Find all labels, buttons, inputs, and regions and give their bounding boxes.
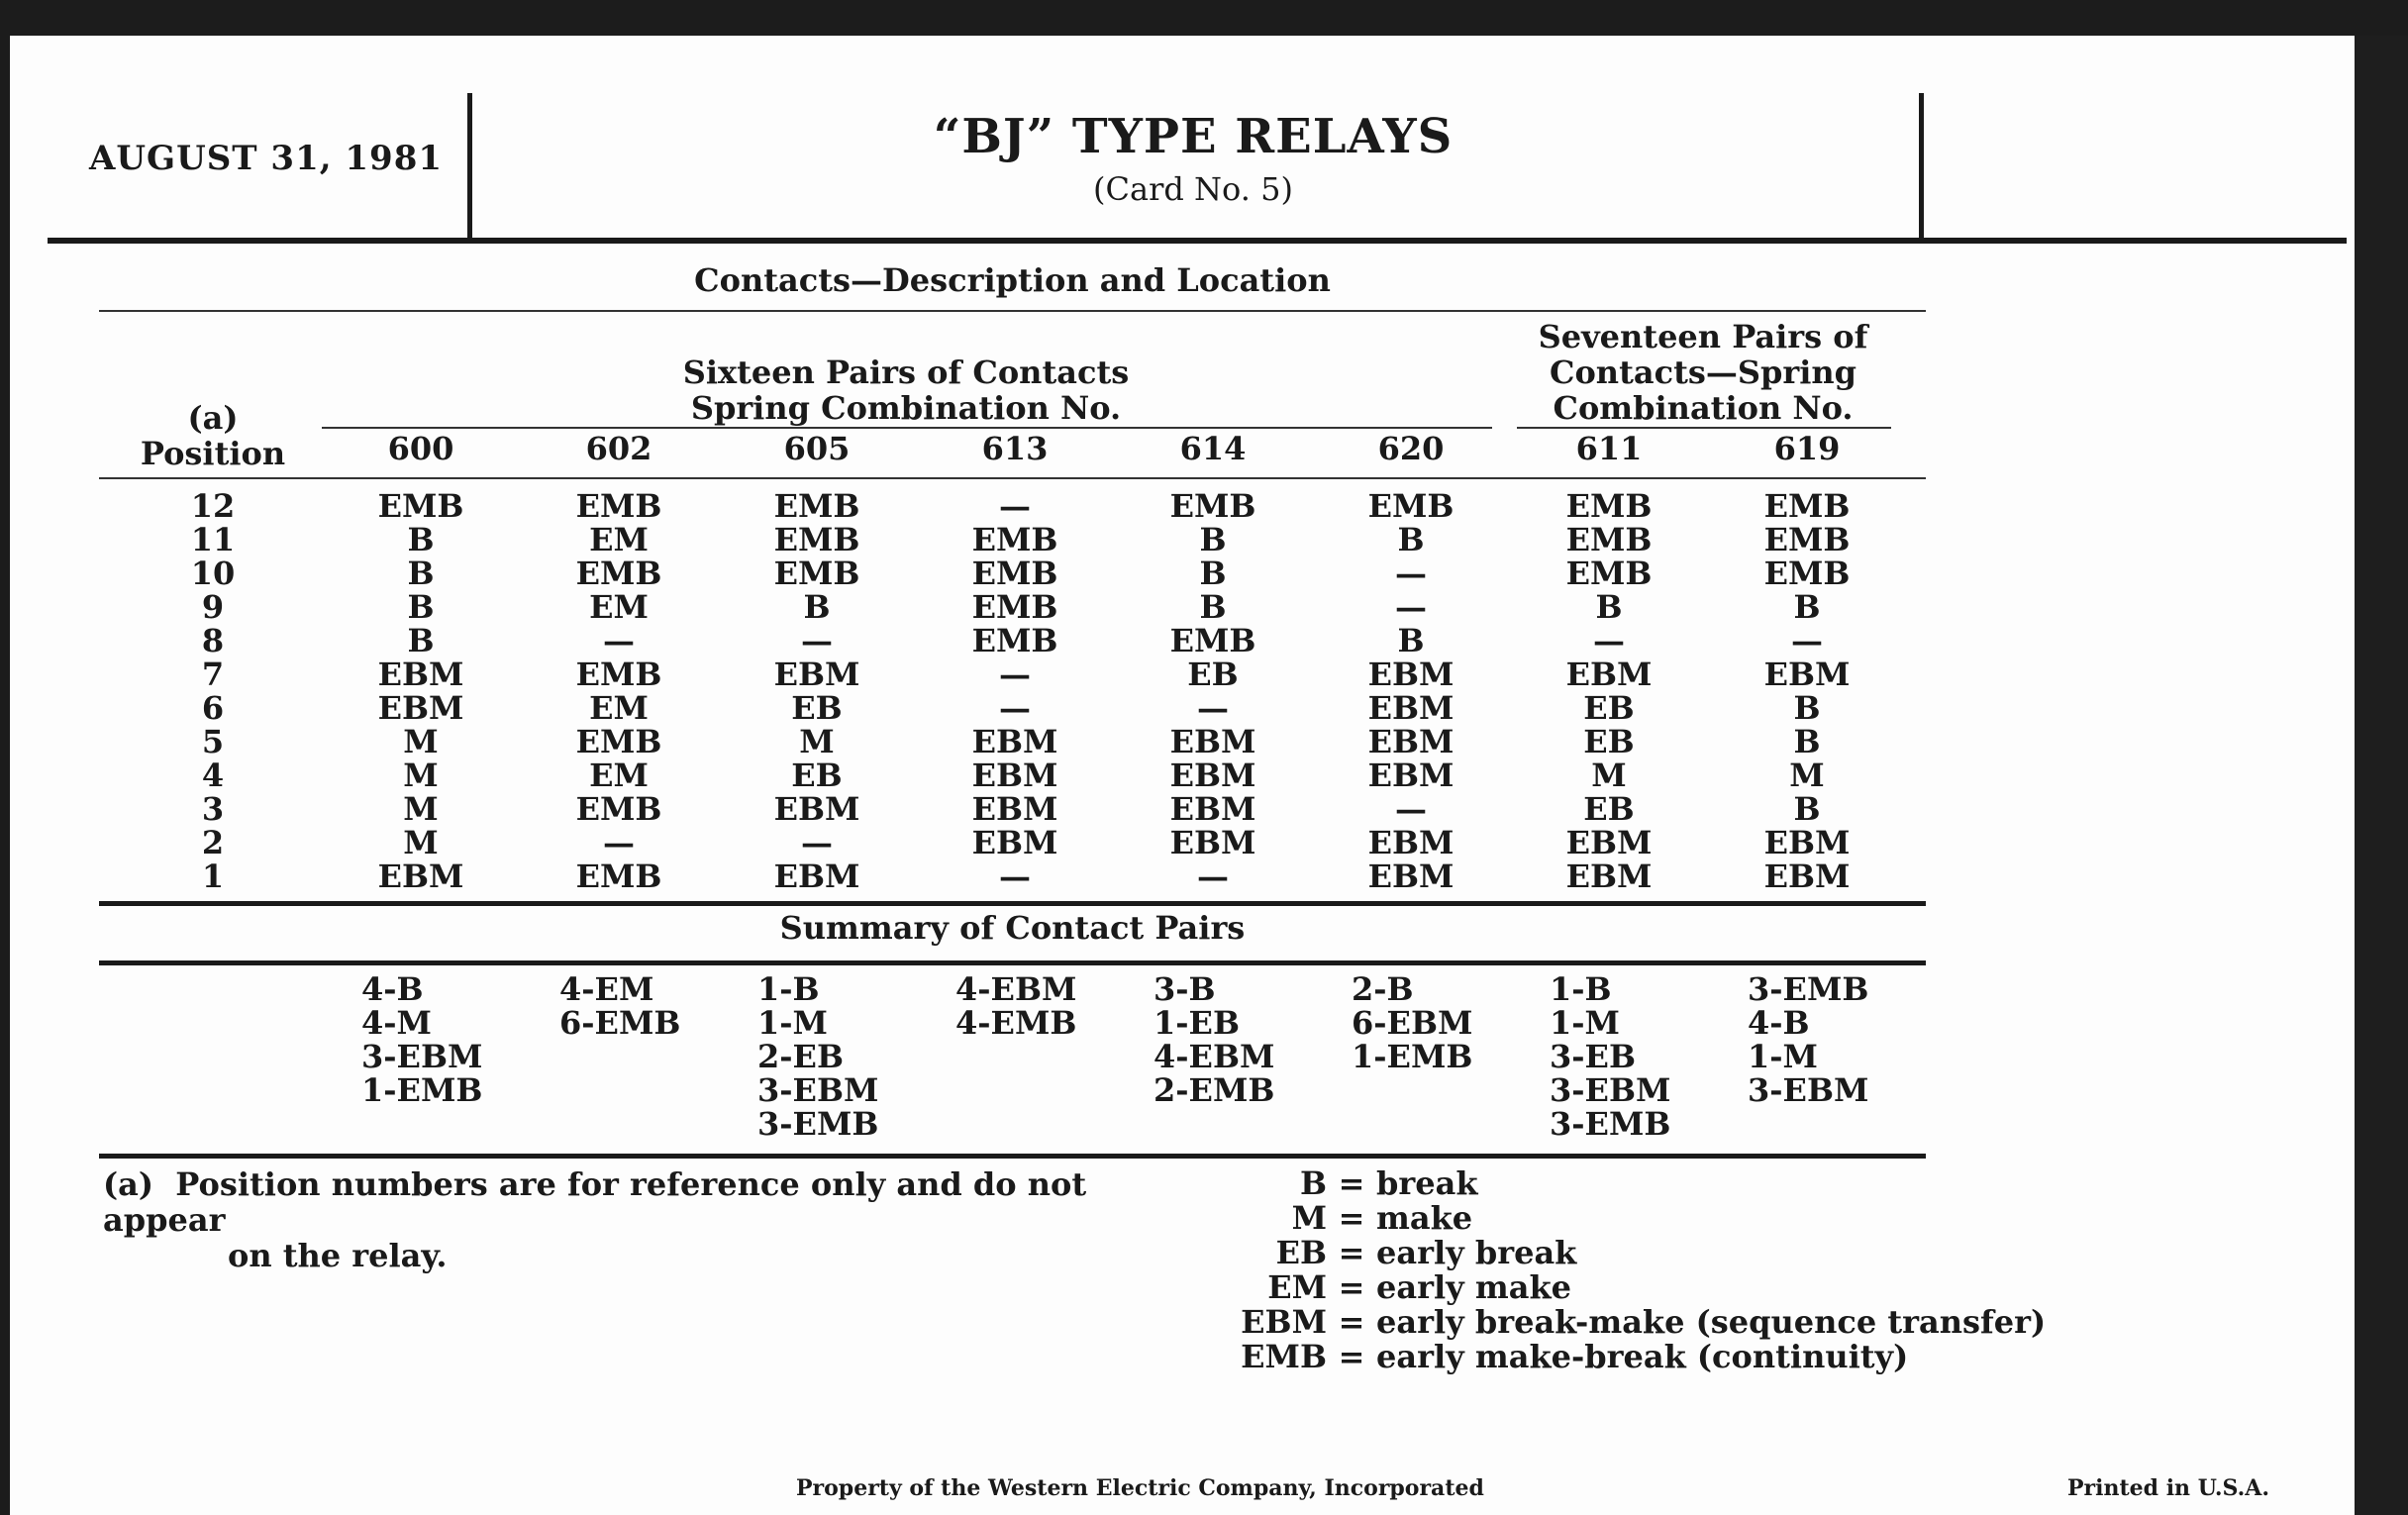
summary-column-605: [757, 972, 878, 1141]
card-number: (Card No. 5): [1093, 170, 1293, 208]
header-rule: [48, 238, 2347, 244]
summary-item: 1-B: [757, 970, 820, 1008]
legend-abbr: EM: [1267, 1268, 1327, 1306]
table-cell: EMB: [377, 487, 464, 525]
table-column-614: [1114, 489, 1312, 893]
table-cell: EBM: [773, 790, 860, 828]
table-cell: EMB: [773, 555, 860, 592]
position-cell: 8: [201, 622, 225, 659]
table-column-602: [520, 489, 718, 893]
legend-meaning: early make-break (continuity): [1376, 1338, 1909, 1375]
table-column-605: [718, 489, 916, 893]
summary-item: 1-M: [1748, 1038, 1818, 1075]
table-cell: EBM: [377, 858, 464, 895]
position-cell: 1: [201, 858, 225, 895]
table-cell: B: [1397, 521, 1425, 558]
table-cell: B: [803, 588, 831, 626]
table-cell: EMB: [1763, 487, 1851, 525]
table-cell: B: [407, 555, 435, 592]
table-cell: —: [999, 689, 1031, 727]
summary-item: 4-EBM: [1154, 1038, 1275, 1075]
legend-row: [1030, 1270, 2046, 1305]
position-cell: 5: [201, 723, 225, 760]
summary-item: 1-EB: [1154, 1004, 1240, 1042]
table-cell: B: [407, 521, 435, 558]
summary-item: 6-EMB: [559, 1004, 681, 1042]
table-cell: EBM: [1367, 757, 1455, 794]
legend-abbr: EMB: [1241, 1338, 1327, 1375]
table-cell: EBM: [1763, 824, 1851, 861]
footnote-line1: Position numbers are for reference only and do not appear: [103, 1165, 1087, 1239]
summary-item: 4-EM: [559, 970, 654, 1008]
legend-row: [1030, 1201, 2046, 1236]
table-cell: B: [1397, 622, 1425, 659]
position-cell: 12: [190, 487, 236, 525]
position-header: [99, 400, 327, 471]
table-cell: EBM: [1169, 723, 1256, 760]
position-cell: 2: [201, 824, 225, 861]
summary-item: 1-EMB: [1352, 1038, 1473, 1075]
table-cell: M: [1591, 757, 1627, 794]
group-header-seventeen: [1515, 319, 1891, 426]
table-cell: EM: [589, 521, 649, 558]
table-cell: B: [407, 588, 435, 626]
table-cell: EB: [791, 757, 843, 794]
table-cell: B: [1793, 790, 1821, 828]
table-cell: EMB: [773, 487, 860, 525]
table-cell: EB: [791, 689, 843, 727]
group-seventeen-rule: [1517, 427, 1891, 429]
legend-row: [1030, 1305, 2046, 1340]
table-cell: —: [603, 622, 635, 659]
position-header-marker: (a): [187, 399, 239, 437]
summary-column-619: [1748, 972, 1868, 1107]
summary-top-rule: [99, 960, 1926, 965]
table-cell: EBM: [1367, 656, 1455, 693]
table-cell: —: [801, 622, 833, 659]
group-seventeen-line3: Combination No.: [1553, 389, 1854, 427]
legend-abbr: B: [1299, 1164, 1327, 1202]
table-cell: M: [403, 790, 439, 828]
summary-column-613: [955, 972, 1076, 1040]
table-cell: M: [1789, 757, 1825, 794]
summary-item: 4-B: [361, 970, 424, 1008]
legend-meaning: make: [1376, 1199, 1473, 1237]
table-cell: EBM: [1565, 824, 1653, 861]
position-cell: 7: [201, 656, 225, 693]
table-cell: EMB: [575, 656, 662, 693]
table-cell: EBM: [773, 656, 860, 693]
table-cell: EBM: [377, 689, 464, 727]
table-cell: EBM: [1367, 858, 1455, 895]
column-header-613: 613: [981, 430, 1049, 467]
footer-printed: Printed in U.S.A.: [2067, 1475, 2270, 1501]
summary-bottom-rule: [99, 1154, 1926, 1159]
table-cell: EBM: [1367, 824, 1455, 861]
legend-meaning: early make: [1376, 1268, 1571, 1306]
table-cell: EM: [589, 689, 649, 727]
table-cell: —: [1791, 622, 1823, 659]
summary-item: 4-B: [1748, 1004, 1810, 1042]
table-cell: B: [407, 622, 435, 659]
table-cell: EMB: [971, 521, 1058, 558]
table-cell: EMB: [773, 521, 860, 558]
legend-row: [1030, 1236, 2046, 1270]
summary-item: 3-EMB: [1550, 1105, 1671, 1143]
position-cell: 4: [201, 757, 225, 794]
section-title: Contacts—Description and Location: [694, 261, 1331, 299]
table-cell: B: [1595, 588, 1623, 626]
table-column-613: [916, 489, 1114, 893]
table-cell: EMB: [575, 723, 662, 760]
group-sixteen-rule: [322, 427, 1492, 429]
table-cell: M: [403, 757, 439, 794]
summary-item: 2-EMB: [1154, 1071, 1275, 1109]
legend-eq: =: [1338, 1268, 1365, 1306]
table-cell: —: [1197, 858, 1229, 895]
summary-item: 1-M: [757, 1004, 828, 1042]
table-cell: —: [999, 858, 1031, 895]
summary-item: 3-EB: [1550, 1038, 1636, 1075]
group-seventeen-line1: Seventeen Pairs of: [1538, 318, 1868, 355]
footnote-line2: on the relay.: [228, 1237, 448, 1274]
column-header-614: 614: [1179, 430, 1247, 467]
summary-title: Summary of Contact Pairs: [779, 909, 1246, 947]
summary-column-614: [1154, 972, 1274, 1107]
body-bottom-rule: [99, 901, 1926, 906]
position-cell: 9: [201, 588, 225, 626]
table-cell: M: [403, 723, 439, 760]
table-cell: —: [999, 487, 1031, 525]
summary-item: 4-M: [361, 1004, 432, 1042]
table-cell: EMB: [971, 555, 1058, 592]
legend-row: [1030, 1340, 2046, 1374]
table-cell: —: [999, 656, 1031, 693]
group-seventeen-line2: Contacts—Spring: [1549, 354, 1856, 391]
summary-item: 3-EBM: [361, 1038, 483, 1075]
table-cell: —: [1395, 555, 1427, 592]
table-cell: EBM: [971, 757, 1058, 794]
table-cell: EMB: [1763, 555, 1851, 592]
table-cell: EBM: [1565, 656, 1653, 693]
card-date: AUGUST 31, 1981: [89, 139, 444, 178]
page-title: “BJ” TYPE RELAYS: [933, 109, 1454, 164]
summary-item: 1-M: [1550, 1004, 1620, 1042]
position-cell: 11: [190, 521, 236, 558]
column-header-611: 611: [1575, 430, 1643, 467]
legend-eq: =: [1338, 1199, 1365, 1237]
column-header-620: 620: [1377, 430, 1445, 467]
legend-abbr: M: [1291, 1199, 1327, 1237]
summary-item: 3-EBM: [757, 1071, 879, 1109]
legend-meaning: break: [1376, 1164, 1478, 1202]
position-cell: 6: [201, 689, 225, 727]
legend-meaning: early break-make (sequence transfer): [1376, 1303, 2047, 1341]
summary-item: 3-EMB: [1748, 970, 1869, 1008]
summary-item: 3-EMB: [757, 1105, 879, 1143]
footnote: [103, 1166, 1192, 1273]
table-cell: EB: [1583, 790, 1635, 828]
position-column: [99, 489, 327, 893]
table-cell: EMB: [1763, 521, 1851, 558]
table-top-rule: [99, 310, 1926, 312]
position-cell: 3: [201, 790, 225, 828]
table-cell: EBM: [971, 824, 1058, 861]
table-cell: EB: [1583, 689, 1635, 727]
table-cell: EMB: [575, 858, 662, 895]
table-cell: EBM: [773, 858, 860, 895]
summary-column-600: [361, 972, 482, 1107]
table-cell: EMB: [1367, 487, 1455, 525]
position-header-label: Position: [140, 435, 286, 472]
table-cell: —: [1197, 689, 1229, 727]
table-cell: EBM: [1169, 790, 1256, 828]
footnote-marker: (a): [103, 1165, 154, 1203]
position-cell: 10: [190, 555, 236, 592]
summary-item: 1-EMB: [361, 1071, 483, 1109]
table-cell: B: [1199, 521, 1227, 558]
table-cell: EMB: [1565, 555, 1653, 592]
summary-item: 3-EBM: [1550, 1071, 1671, 1109]
summary-item: 6-EBM: [1352, 1004, 1473, 1042]
table-cell: EBM: [1763, 656, 1851, 693]
header-bottom-rule: [99, 477, 1926, 479]
summary-item: 3-B: [1154, 970, 1216, 1008]
table-cell: —: [1593, 622, 1625, 659]
summary-item: 1-B: [1550, 970, 1612, 1008]
table-cell: EM: [589, 757, 649, 794]
column-header-602: 602: [585, 430, 652, 467]
table-cell: EBM: [971, 723, 1058, 760]
summary-item: 3-EBM: [1748, 1071, 1869, 1109]
summary-column-611: [1550, 972, 1670, 1141]
group-sixteen-line1: Sixteen Pairs of Contacts: [682, 354, 1130, 391]
table-cell: EMB: [575, 555, 662, 592]
summary-column-620: [1352, 972, 1472, 1073]
legend-meaning: early break: [1376, 1234, 1577, 1271]
table-cell: EBM: [377, 656, 464, 693]
table-cell: B: [1793, 689, 1821, 727]
table-cell: M: [799, 723, 835, 760]
table-cell: EBM: [971, 790, 1058, 828]
table-column-611: [1510, 489, 1708, 893]
table-cell: B: [1199, 555, 1227, 592]
table-cell: M: [403, 824, 439, 861]
table-cell: EBM: [1763, 858, 1851, 895]
table-cell: EB: [1187, 656, 1239, 693]
legend-eq: =: [1338, 1338, 1365, 1375]
column-header-619: 619: [1773, 430, 1841, 467]
column-header-605: 605: [783, 430, 851, 467]
group-sixteen-line2: Spring Combination No.: [690, 389, 1122, 427]
table-cell: EB: [1583, 723, 1635, 760]
table-cell: EBM: [1565, 858, 1653, 895]
summary-item: 4-EMB: [955, 1004, 1077, 1042]
summary-item: 2-EB: [757, 1038, 844, 1075]
table-cell: B: [1199, 588, 1227, 626]
table-cell: EM: [589, 588, 649, 626]
summary-column-602: [559, 972, 680, 1040]
table-cell: EBM: [1367, 723, 1455, 760]
legend-row: [1030, 1166, 2046, 1201]
table-cell: EMB: [1565, 487, 1653, 525]
table-cell: B: [1793, 723, 1821, 760]
table-cell: EBM: [1169, 757, 1256, 794]
legend-abbr: EBM: [1241, 1303, 1327, 1341]
summary-item: 2-B: [1352, 970, 1414, 1008]
table-cell: B: [1793, 588, 1821, 626]
footer-property: Property of the Western Electric Company, Incorporated: [796, 1475, 1484, 1501]
abbreviation-legend: [1030, 1166, 2046, 1374]
table-cell: EBM: [1367, 689, 1455, 727]
table-cell: EMB: [575, 487, 662, 525]
table-column-619: [1708, 489, 1906, 893]
table-cell: —: [801, 824, 833, 861]
table-column-600: [322, 489, 520, 893]
legend-eq: =: [1338, 1303, 1365, 1341]
table-cell: —: [1395, 588, 1427, 626]
table-column-620: [1312, 489, 1510, 893]
table-cell: EMB: [1169, 487, 1256, 525]
table-cell: —: [603, 824, 635, 861]
column-header-600: 600: [387, 430, 454, 467]
table-cell: EMB: [971, 622, 1058, 659]
summary-item: 4-EBM: [955, 970, 1077, 1008]
legend-eq: =: [1338, 1164, 1365, 1202]
table-cell: EMB: [971, 588, 1058, 626]
table-cell: —: [1395, 790, 1427, 828]
legend-eq: =: [1338, 1234, 1365, 1271]
scan-edge: [2355, 36, 2408, 1515]
table-cell: EBM: [1169, 824, 1256, 861]
table-cell: EMB: [1565, 521, 1653, 558]
group-header-sixteen: [322, 354, 1490, 426]
table-cell: EMB: [575, 790, 662, 828]
table-cell: EMB: [1169, 622, 1256, 659]
legend-abbr: EB: [1275, 1234, 1327, 1271]
